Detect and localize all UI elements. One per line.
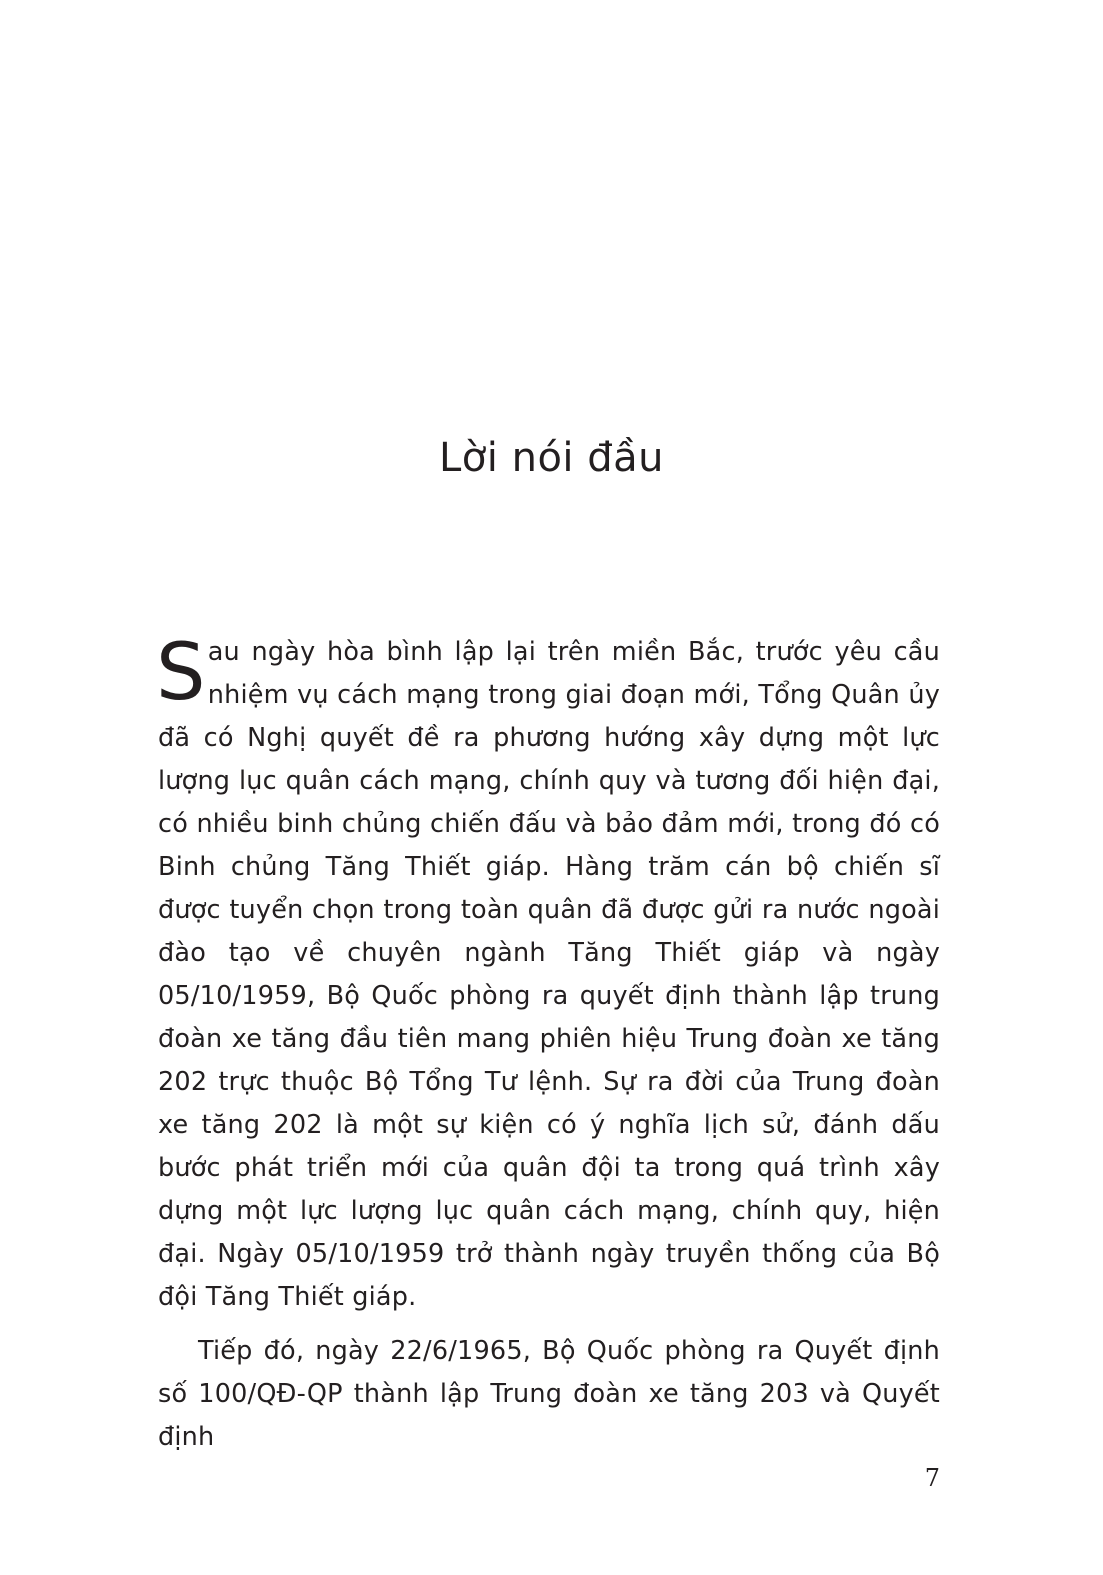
- drop-cap: S: [156, 628, 206, 718]
- page-number: 7: [924, 1464, 940, 1492]
- paragraph-1-text: au ngày hòa bình lập lại trên miền Bắc, trước yêu cầu nhiệm vụ cách mạng trong giai đoạn mới, Tổng Quân ủy đã có Nghị quyết đề ra phương hướng xây dựng một lực lượng lục quân cách mạng, chính quy và tương đối hiện đại, có nhiều binh chủng chiến đấu và bảo đảm mới, trong đó có Binh chủng Tăng Thiết giáp. Hàng trăm cán bộ chiến sĩ được tuyển chọn trong toàn quân đã được gửi ra nước ngoài đào tạo về chuyên ngành Tăng Thiết giáp và ngày 05/10/1959, Bộ Quốc phòng ra quyết định thành lập trung đoàn xe tăng đầu tiên mang phiên hiệu Trung đoàn xe tăng 202 trực thuộc Bộ Tổng Tư lệnh. Sự ra đời của Trung đoàn xe tăng 202 là một sự kiện có ý nghĩa lịch sử, đánh dấu bước phát triển mới của quân đội ta trong quá trình xây dựng một lực lượng lục quân cách mạng, chính quy, hiện đại. Ngày 05/10/1959 trở thành ngày truyền thống của Bộ đội Tăng Thiết giáp.: [158, 637, 940, 1312]
- paragraph-2: Tiếp đó, ngày 22/6/1965, Bộ Quốc phòng ra Quyết định số 100/QĐ-QP thành lập Trung đoàn xe tăng 203 và Quyết định: [158, 1336, 940, 1452]
- paragraph-1: [156, 628, 940, 1319]
- body-text: [156, 628, 940, 1459]
- page-title: Lời nói đầu: [439, 435, 664, 481]
